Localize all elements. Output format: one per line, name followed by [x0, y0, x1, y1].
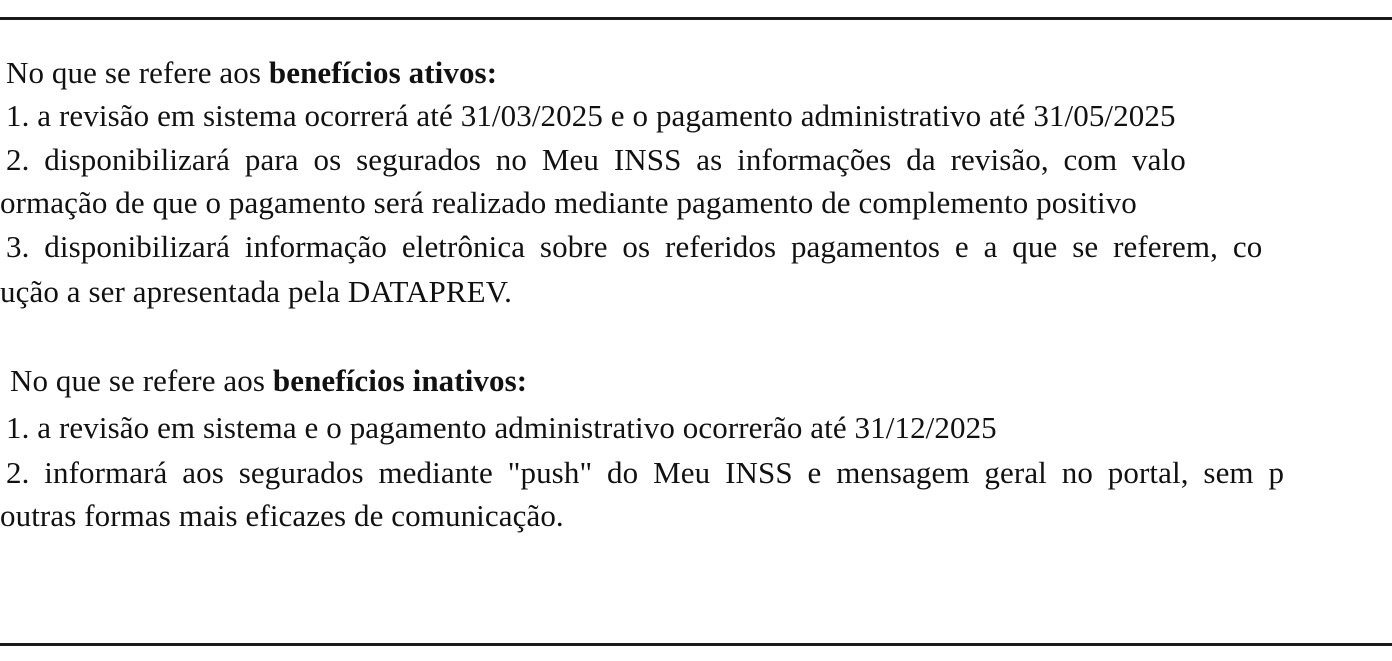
- active-item-2-line-2: ormação de que o pagamento será realizado mediante pagamento de complemento positivo: [0, 185, 1137, 220]
- inactive-item-2-line-2: outras formas mais eficazes de comunicação.: [0, 498, 564, 533]
- active-item-1: 1. a revisão em sistema ocorrerá até 31/03/2025 e o pagamento administrativo até 31/05/2025: [6, 98, 1176, 133]
- bottom-border-rule: [0, 643, 1392, 646]
- inactive-benefits-intro: [10, 363, 527, 399]
- inactive-intro-bold: benefícios inativos:: [272, 363, 528, 398]
- active-item-3-line-1: 3. disponibilizará informação eletrônica sobre os referidos pagamentos e a que se referem, co: [6, 229, 1263, 264]
- inactive-item-1: 1. a revisão em sistema e o pagamento administrativo ocorrerão até 31/12/2025: [6, 410, 997, 445]
- active-benefits-intro: [6, 55, 497, 91]
- active-item-2-line-1: 2. disponibilizará para os segurados no Meu INSS as informações da revisão, com valo: [6, 142, 1186, 177]
- active-intro-bold: benefícios ativos:: [268, 55, 498, 90]
- active-intro-prefix: No que se refere aos: [6, 55, 269, 90]
- inactive-item-2-line-1: 2. informará aos segurados mediante "push" do Meu INSS e mensagem geral no portal, sem p: [6, 455, 1285, 490]
- inactive-intro-prefix: No que se refere aos: [10, 363, 273, 398]
- active-item-3-line-2: ução a ser apresentada pela DATAPREV.: [0, 274, 512, 309]
- top-border-rule: [0, 17, 1392, 20]
